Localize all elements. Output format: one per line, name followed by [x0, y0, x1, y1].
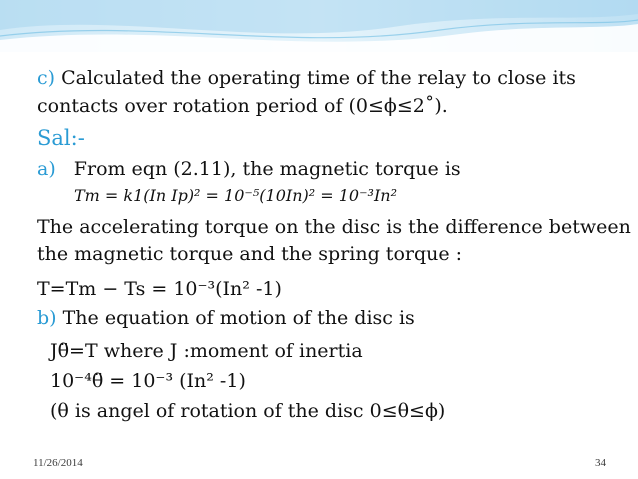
item-a-label: a) [37, 158, 56, 180]
item-c-label: c) [37, 67, 56, 89]
item-c-text-2: contacts over rotation period of (0≤ϕ≤2˚). [37, 95, 448, 117]
equation-magnetic-torque: Tm = k1(In Ip)² = 10⁻⁵(10In)² = 10⁻³In² [74, 186, 397, 205]
item-a-line [37, 158, 461, 180]
equation-net-torque: T=Tm − Ts = 10⁻³(In² -1) [37, 278, 282, 300]
solution-heading: Sal:- [37, 126, 85, 150]
item-c-line-1 [37, 67, 576, 89]
motion-equation-3: (θ is angel of rotation of the disc 0≤θ≤ϕ) [50, 400, 446, 422]
slide-date: 11/26/2014 [33, 457, 83, 469]
decorative-header-band [0, 0, 638, 52]
item-c-text-1: Calculated the operating time of the relay to close its [61, 67, 576, 89]
item-b-text: The equation of motion of the disc is [62, 307, 415, 329]
slide-page-number: 34 [595, 457, 606, 469]
motion-equation-2: 10⁻⁴θ̈ = 10⁻³ (In² -1) [50, 370, 246, 392]
item-b-label: b) [37, 307, 57, 329]
accelerating-text-1: The accelerating torque on the disc is the difference between [37, 216, 631, 238]
accelerating-text-2: the magnetic torque and the spring torque : [37, 243, 463, 265]
item-b-line [37, 307, 415, 329]
motion-equation-1: Jθ̈=T where J :moment of inertia [50, 340, 363, 362]
item-a-text: From eqn (2.11), the magnetic torque is [73, 158, 461, 180]
header-wave-graphic [0, 0, 638, 52]
